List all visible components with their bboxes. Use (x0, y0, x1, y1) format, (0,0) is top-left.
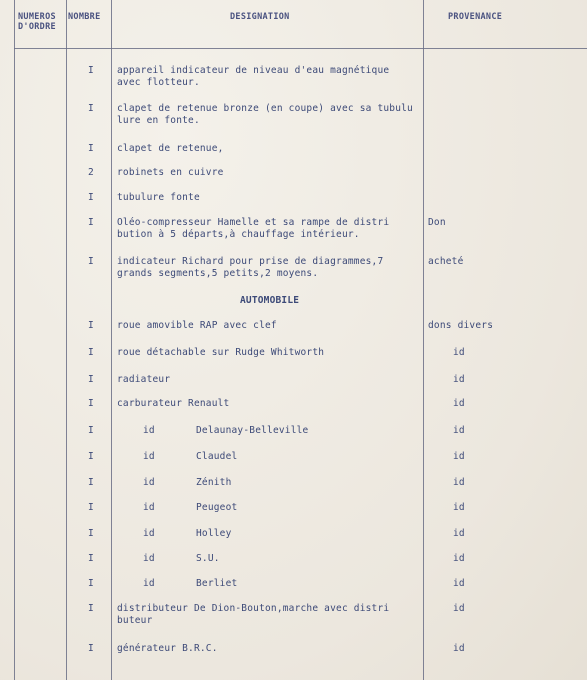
row-designation (117, 167, 224, 179)
row-provenance: id (453, 451, 465, 462)
designation-line: Berliet (196, 578, 238, 589)
designation-line: lure en fonte. (117, 115, 200, 126)
section-title: AUTOMOBILE (240, 295, 300, 306)
row-nombre: I (88, 347, 94, 358)
row-idem: id (143, 528, 155, 539)
header-nombre: NOMBRE (68, 12, 101, 22)
designation-line: roue amovible RAP avec clef (117, 320, 277, 331)
row-nombre: I (88, 143, 94, 154)
designation-line: Holley (196, 528, 232, 539)
row-designation (196, 553, 220, 565)
row-nombre: I (88, 374, 94, 385)
row-designation (117, 217, 389, 241)
designation-line: robinets en cuivre (117, 167, 224, 178)
row-provenance: id (453, 603, 465, 614)
row-designation (196, 425, 308, 437)
designation-line: roue détachable sur Rudge Whitworth (117, 347, 325, 358)
row-nombre: I (88, 103, 94, 114)
row-nombre: I (88, 398, 94, 409)
row-provenance: id (453, 347, 465, 358)
row-designation (117, 398, 229, 410)
row-provenance: id (453, 643, 465, 654)
row-provenance: id (453, 502, 465, 513)
designation-line: appareil indicateur de niveau d'eau magnétique (117, 65, 390, 76)
designation-line: Oléo-compresseur Hamelle et sa rampe de distri (117, 217, 390, 228)
designation-line: avec flotteur. (117, 77, 200, 88)
row-designation (196, 477, 232, 489)
designation-line: Delaunay-Belleville (196, 425, 309, 436)
row-idem: id (143, 553, 155, 564)
header-numero: NUMEROS D'ORDRE (18, 12, 56, 32)
row-provenance: dons divers (428, 320, 494, 331)
row-nombre: I (88, 65, 94, 76)
designation-line: Claudel (196, 451, 238, 462)
header-rule (14, 48, 587, 49)
row-nombre: I (88, 603, 94, 614)
row-nombre: I (88, 425, 94, 436)
row-provenance: id (453, 477, 465, 488)
row-provenance: Don (428, 217, 446, 228)
row-designation (117, 643, 218, 655)
row-designation (117, 143, 224, 155)
row-nombre: I (88, 217, 94, 228)
row-idem: id (143, 578, 155, 589)
row-nombre: I (88, 477, 94, 488)
designation-line: tubulure fonte (117, 192, 200, 203)
row-nombre: I (88, 528, 94, 539)
row-nombre: I (88, 192, 94, 203)
row-provenance: acheté (428, 256, 464, 267)
designation-line: indicateur Richard pour prise de diagrammes,7 (117, 256, 384, 267)
row-designation (117, 347, 324, 359)
row-nombre: I (88, 451, 94, 462)
designation-line: générateur B.R.C. (117, 643, 218, 654)
column-rule-left (14, 0, 15, 680)
row-idem: id (143, 477, 155, 488)
designation-line: bution à 5 départs,à chauffage intérieur. (117, 229, 360, 240)
row-designation (117, 320, 277, 332)
row-provenance: id (453, 398, 465, 409)
row-designation (196, 528, 232, 540)
header-provenance: PROVENANCE (448, 12, 503, 22)
row-designation (117, 103, 413, 127)
designation-line: Zénith (196, 477, 232, 488)
row-designation (117, 192, 200, 204)
row-designation (117, 256, 383, 280)
row-provenance: id (453, 425, 465, 436)
designation-line: carburateur Renault (117, 398, 230, 409)
designation-line: S.U. (196, 553, 220, 564)
row-nombre: I (88, 643, 94, 654)
row-nombre: I (88, 502, 94, 513)
header-designation: DESIGNATION (230, 12, 290, 22)
row-designation (196, 502, 237, 514)
designation-line: radiateur (117, 374, 171, 385)
column-rule-nombre (111, 0, 112, 680)
designation-line: Peugeot (196, 502, 238, 513)
designation-line: clapet de retenue, (117, 143, 224, 154)
row-nombre: 2 (88, 167, 94, 178)
designation-line: buteur (117, 615, 153, 626)
row-provenance: id (453, 553, 465, 564)
row-designation (196, 451, 237, 463)
column-rule-designation (423, 0, 424, 680)
row-provenance: id (453, 578, 465, 589)
row-designation (196, 578, 237, 590)
row-idem: id (143, 425, 155, 436)
row-nombre: I (88, 256, 94, 267)
row-nombre: I (88, 320, 94, 331)
row-designation (117, 374, 170, 386)
row-designation (117, 65, 389, 89)
row-idem: id (143, 451, 155, 462)
designation-line: distributeur De Dion-Bouton,marche avec distri (117, 603, 390, 614)
row-idem: id (143, 502, 155, 513)
designation-line: clapet de retenue bronze (en coupe) avec sa tubulu (117, 103, 413, 114)
column-rule-numero (66, 0, 67, 680)
row-designation (117, 603, 389, 627)
row-provenance: id (453, 374, 465, 385)
row-provenance: id (453, 528, 465, 539)
row-nombre: I (88, 553, 94, 564)
designation-line: grands segments,5 petits,2 moyens. (117, 268, 319, 279)
row-nombre: I (88, 578, 94, 589)
